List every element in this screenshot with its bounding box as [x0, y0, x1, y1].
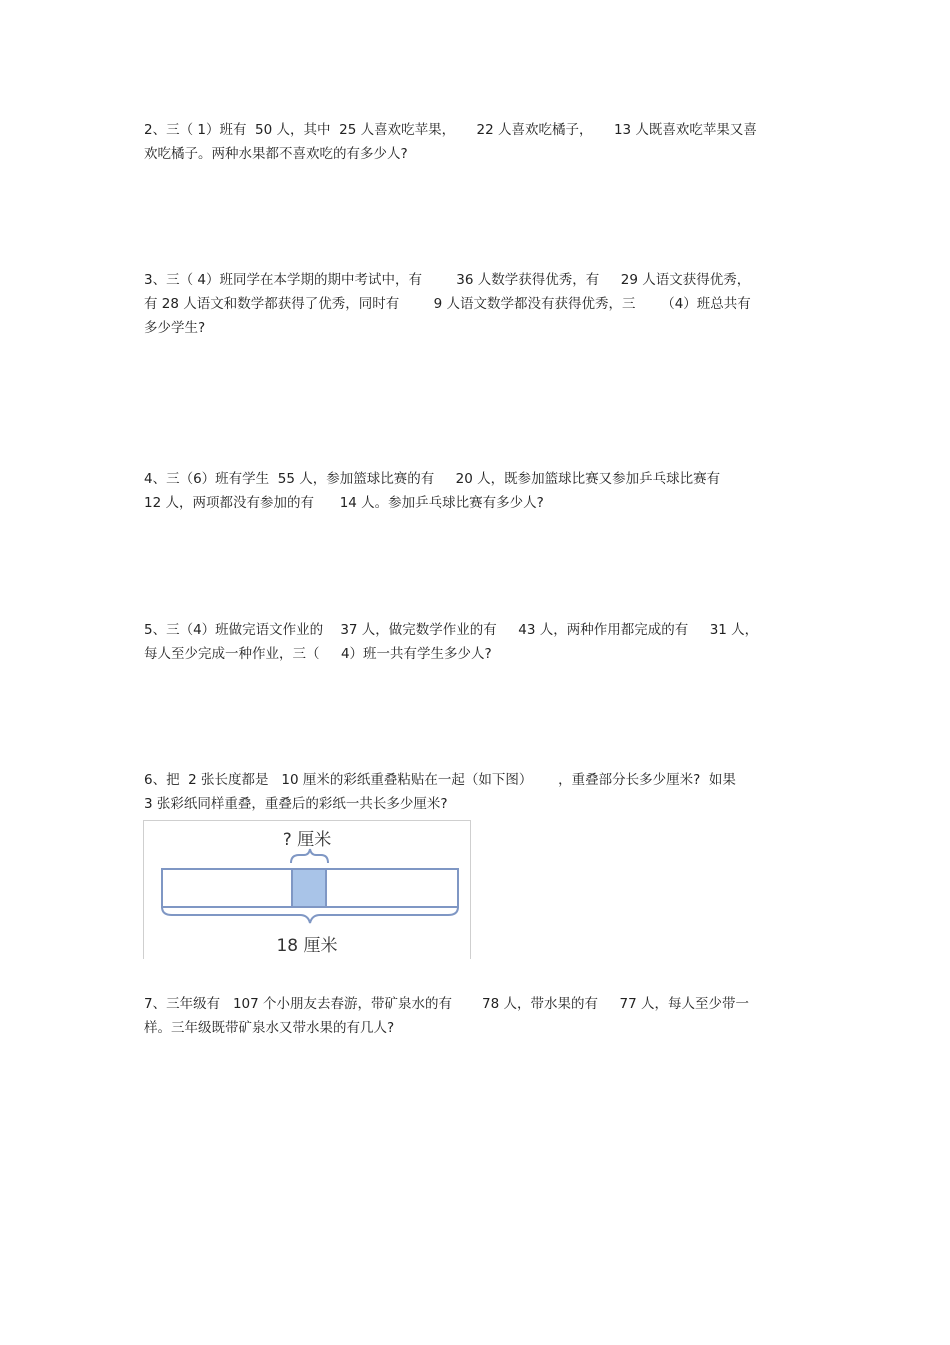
overlap-length-label: ? 厘米 [282, 830, 332, 850]
question-2-line-1: 2、三（ 1）班有 50 人，其中 25 人喜欢吃苹果， 22 人喜欢吃橘子， 13 人既喜欢吃苹果又喜 [144, 122, 757, 138]
question-6-line-2: 3 张彩纸同样重叠，重叠后的彩纸一共长多少厘米? [144, 796, 448, 812]
bottom-brace [162, 907, 458, 923]
question-5-line-1: 5、三（4）班做完语文作业的 37 人，做完数学作业的有 43 人，两种作用都完成的有 31 人， [144, 622, 759, 638]
top-brace [291, 849, 328, 863]
question-3-line-2: 有 28 人语文和数学都获得了优秀，同时有 9 人语文数学都没有获得优秀，三 （4）班总共有 [144, 296, 751, 312]
question-7-line-1: 7、三年级有 107 个小朋友去春游，带矿泉水的有 78 人，带水果的有 77 人，每人至少带一 [144, 996, 749, 1012]
question-6 [144, 768, 814, 816]
question-2-line-2: 欢吃橘子。两种水果都不喜欢吃的有多少人? [144, 146, 408, 162]
question-7-line-2: 样。三年级既带矿泉水又带水果的有几人? [144, 1020, 395, 1036]
question-4-line-1: 4、三（6）班有学生 55 人，参加篮球比赛的有 20 人，既参加篮球比赛又参加乒乓球比赛有 [144, 471, 721, 487]
question-3 [144, 268, 814, 340]
question-5-line-2: 每人至少完成一种作业，三（ 4）班一共有学生多少人? [144, 646, 492, 662]
question-6-line-1: 6、把 2 张长度都是 10 厘米的彩纸重叠粘贴在一起（如下图） ，重叠部分长多少厘米? 如果 [144, 772, 736, 788]
overlap-region [292, 869, 326, 907]
question-3-line-3: 多少学生? [144, 320, 206, 336]
total-length-label: 18 厘米 [276, 936, 338, 956]
question-4 [144, 467, 814, 515]
question-2 [144, 118, 814, 166]
question-5 [144, 618, 814, 666]
question-7 [144, 992, 814, 1040]
question-3-line-1: 3、三（ 4）班同学在本学期的期中考试中，有 36 人数学获得优秀，有 29 人语文获得优秀， [144, 272, 751, 288]
question-4-line-2: 12 人，两项都没有参加的有 14 人。参加乒乓球比赛有多少人? [144, 495, 544, 511]
paper-overlap-figure [143, 820, 471, 959]
